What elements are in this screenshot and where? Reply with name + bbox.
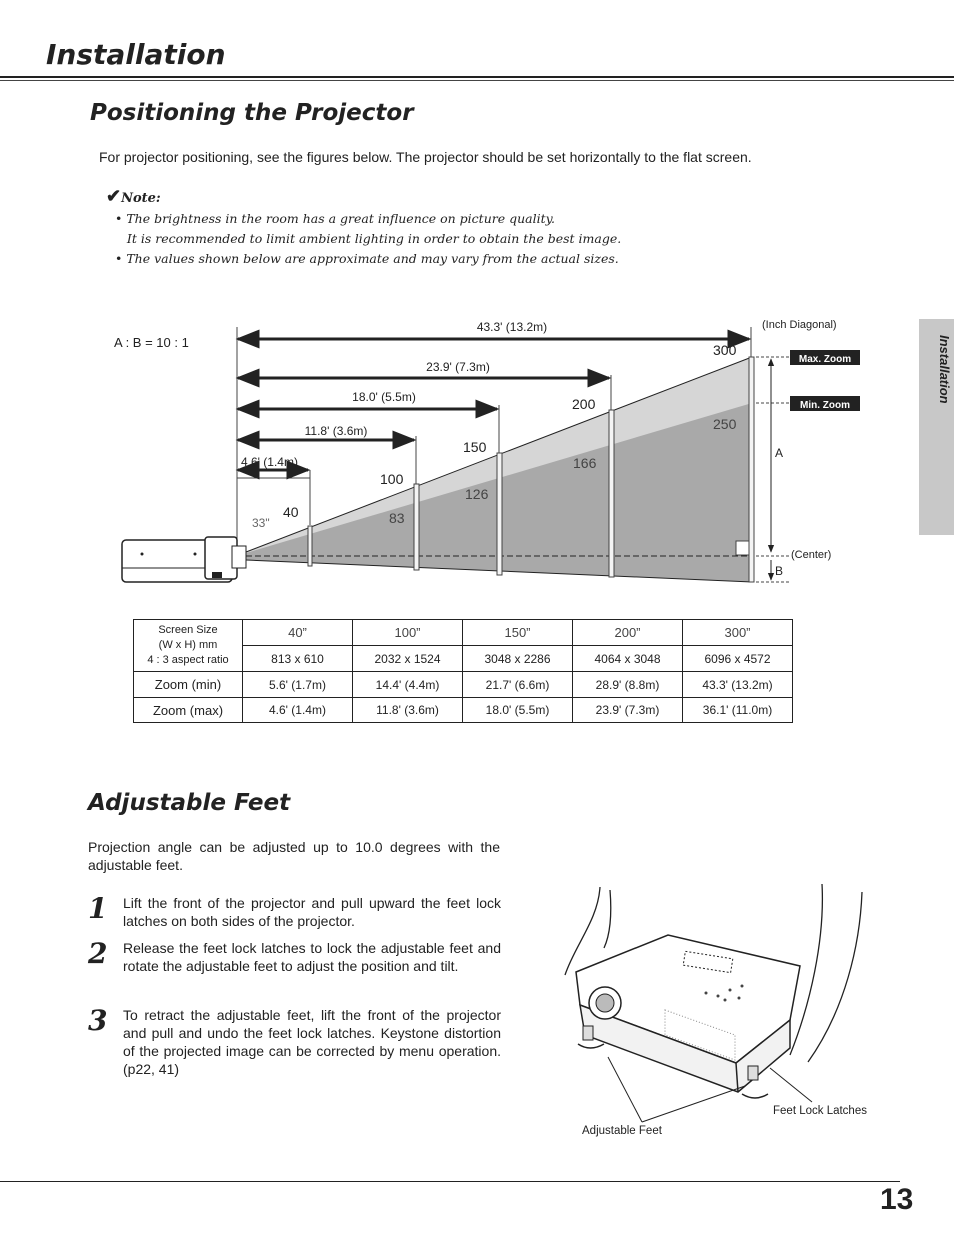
positioning-intro: For projector positioning, see the figures below. The projector should be set horizontally to the flat screen. <box>99 149 752 165</box>
distance-label-200: 23.9' (7.3m) <box>426 360 490 374</box>
max-size-300: 300 <box>713 342 737 358</box>
max-size-200: 200 <box>572 396 596 412</box>
size-cell: 100” <box>353 620 463 646</box>
table-row <box>134 620 793 646</box>
step-text: Release the feet lock latches to lock the adjustable feet and rotate the adjustable feet to adjust the position and tilt. <box>123 940 501 974</box>
zoom-max-cell: 4.6' (1.4m) <box>243 698 353 723</box>
dims-cell: 813 x 610 <box>243 646 353 672</box>
distance-label-150: 18.0' (5.5m) <box>352 390 416 404</box>
step-text: To retract the adjustable feet, lift the front of the projector and pull and undo the feet lock latches. Keystone distortion of the projected image can be corrected by menu operation. (p22, 41) <box>123 1007 501 1077</box>
step-number: 3 <box>88 1004 108 1037</box>
ratio-label: A : B = 10 : 1 <box>114 335 189 350</box>
projector-icon <box>576 935 800 1098</box>
projector-icon <box>122 537 246 582</box>
max-size-150: 150 <box>463 439 487 455</box>
footer-rule <box>0 1181 900 1182</box>
b-label: B <box>775 564 784 578</box>
side-tab <box>919 319 954 535</box>
side-tab-label: Installation <box>937 335 952 404</box>
section-title-positioning: Positioning the Projector <box>90 100 414 126</box>
a-label: A <box>775 446 784 460</box>
header-rule <box>0 76 954 78</box>
section-title-feet: Adjustable Feet <box>88 790 291 816</box>
table-row <box>134 672 793 698</box>
distance-label-40: 4.6' (1.4m) <box>241 455 298 469</box>
header-rule-thin <box>0 80 954 81</box>
zoom-min-cell: 21.7' (6.6m) <box>463 672 573 698</box>
zoom-min-cell: 14.4' (4.4m) <box>353 672 463 698</box>
zoom-min-cell: 43.3' (13.2m) <box>683 672 793 698</box>
zoom-max-cell: 36.1' (11.0m) <box>683 698 793 723</box>
screen-size-header <box>134 620 243 672</box>
step-text: Lift the front of the projector and pull upward the feet lock latches on both sides of the projector. <box>123 895 501 929</box>
note-line: It is recommended to limit ambient lighting in order to obtain the best image. <box>115 231 622 246</box>
min-size-150: 126 <box>465 486 489 502</box>
size-cell: 40” <box>243 620 353 646</box>
max-zoom-badge: Max. Zoom <box>798 354 852 365</box>
table-row <box>134 698 793 723</box>
max-size-100: 100 <box>380 471 404 487</box>
step-number: 1 <box>88 892 108 925</box>
min-zoom-badge: Min. Zoom <box>800 400 850 411</box>
center-label: (Center) <box>791 549 832 561</box>
min-size-100: 83 <box>389 510 405 526</box>
zoom-max-label: Zoom (max) <box>134 698 243 723</box>
max-size-40: 40 <box>283 504 299 520</box>
checkmark-icon: ✔ <box>106 186 122 207</box>
zoom-min-cell: 28.9' (8.8m) <box>573 672 683 698</box>
note-label: Note: <box>121 191 161 206</box>
adjustable-feet-illustration <box>550 880 890 1145</box>
throw-distance-diagram <box>0 300 900 600</box>
zoom-max-cell: 18.0' (5.5m) <box>463 698 573 723</box>
dims-cell: 3048 x 2286 <box>463 646 573 672</box>
note-heading <box>106 186 161 207</box>
step-number: 2 <box>88 937 108 970</box>
min-size-200: 166 <box>573 455 597 471</box>
feet-lock-latches-label: Feet Lock Latches <box>773 1105 867 1117</box>
page-number: 13 <box>880 1183 914 1216</box>
size-cell: 200” <box>573 620 683 646</box>
min-size-40: 33" <box>252 516 270 530</box>
size-cell: 300” <box>683 620 793 646</box>
header-line: (W x H) mm <box>158 639 218 651</box>
header-line: Screen Size <box>158 624 218 636</box>
dims-cell: 4064 x 3048 <box>573 646 683 672</box>
zoom-max-cell: 23.9' (7.3m) <box>573 698 683 723</box>
page-title: Installation <box>46 38 226 71</box>
throw-distance-table <box>133 619 793 723</box>
inch-diagonal-label: (Inch Diagonal) <box>762 319 837 331</box>
dims-cell: 2032 x 1524 <box>353 646 463 672</box>
note-line: • The values shown below are approximate and may vary from the actual sizes. <box>115 251 619 266</box>
zoom-max-cell: 11.8' (3.6m) <box>353 698 463 723</box>
note-line: • The brightness in the room has a great influence on picture quality. <box>115 211 555 226</box>
feet-intro: Projection angle can be adjusted up to 10.0 degrees with the adjustable feet. <box>88 839 500 873</box>
header-line: 4 : 3 aspect ratio <box>147 654 229 666</box>
dims-cell: 6096 x 4572 <box>683 646 793 672</box>
size-cell: 150” <box>463 620 573 646</box>
distance-label-100: 11.8' (3.6m) <box>304 424 368 438</box>
adjustable-feet-label: Adjustable Feet <box>582 1125 662 1137</box>
zoom-min-label: Zoom (min) <box>134 672 243 698</box>
min-size-300: 250 <box>713 416 737 432</box>
zoom-min-cell: 5.6' (1.7m) <box>243 672 353 698</box>
distance-label-300: 43.3' (13.2m) <box>476 320 548 334</box>
